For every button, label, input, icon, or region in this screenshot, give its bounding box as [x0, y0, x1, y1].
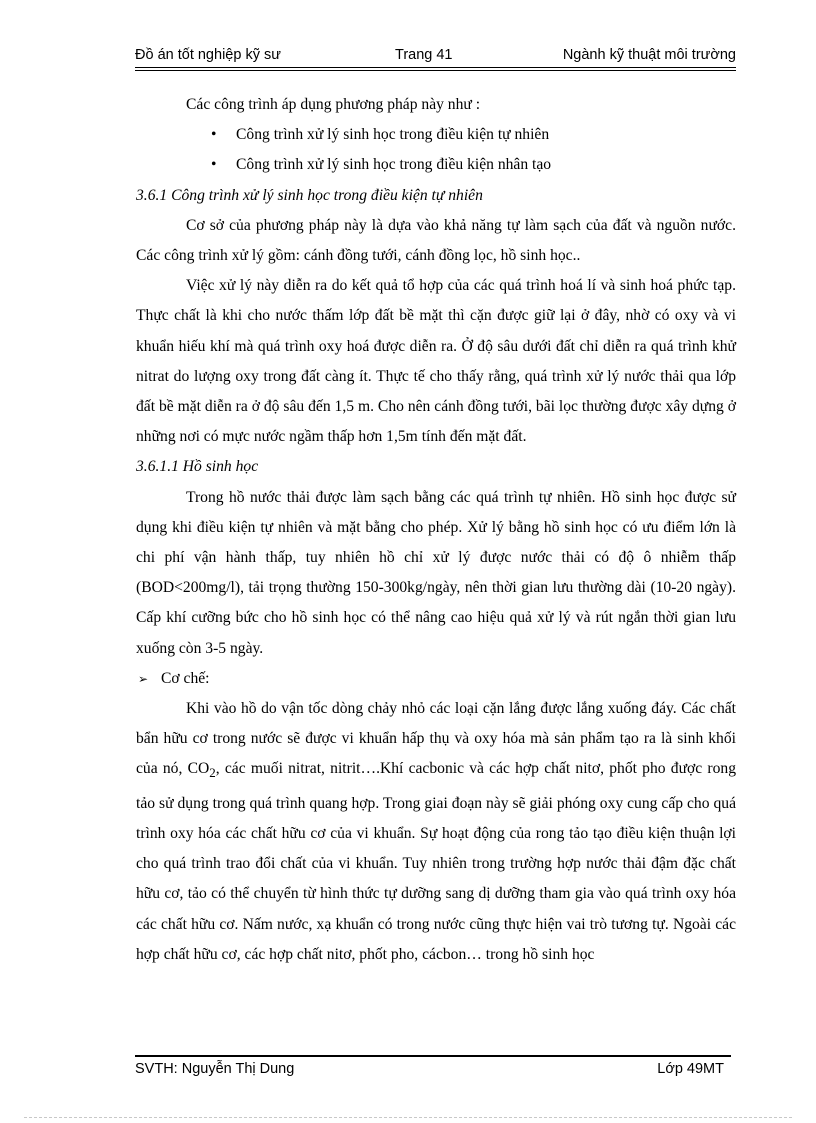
page-header — [135, 47, 736, 67]
bullet-icon: • — [211, 156, 217, 174]
header-divider — [135, 67, 736, 71]
paragraph-text: , các muối nitrat, nitrit….Khí cacbonic và các hợp chất nitơ, phốt pho được rong tảo sử dụng trong quá trình quang hợp. Trong giai đoạn này sẽ giải phóng oxy cung cấp cho quá trình oxy hóa các chất hữu cơ của vi khuẩn. Sự hoạt động của rong tảo tạo điều kiện thuận lợi cho quá trình trao đổi chất của vi khuẩn. Tuy nhiên trong trường hợp nước thải đậm đặc chất hữu cơ, tảo có thể chuyển từ hình thức tự dưỡng sang dị dưỡng tham gia vào quá trình oxy hóa các chất hữu cơ. Nấm nước, xạ khuẩn có trong nước cũng thực hiện vai trò tương tự. Ngoài các hợp chất hữu cơ, các hợp chất nitơ, phốt pho, cácbon… trong hồ sinh học — [136, 760, 737, 963]
list-item-text: Công trình xử lý sinh học trong điều kiện nhân tạo — [236, 156, 552, 174]
page-boundary — [24, 1117, 792, 1118]
bullet-icon: • — [211, 126, 217, 144]
subsection-heading: 3.6.1.1 Hồ sinh học — [136, 458, 259, 476]
footer-author: SVTH: Nguyễn Thị Dung — [135, 1061, 295, 1077]
paragraph-text: Khi vào hồ do vận tốc dòng chảy nhỏ các loại cặn lắng được lắng xuống đáy. Các chất bẩn hữu cơ trong nước sẽ được vi khuẩn hấp thụ và oxy hóa mà sản phẩm tạo ra là sinh khối của nó, CO — [136, 700, 736, 778]
header-page-number: Trang 41 — [395, 47, 453, 63]
footer-divider — [135, 1055, 731, 1057]
mechanism-item — [136, 664, 736, 694]
list-item — [136, 120, 736, 150]
section-heading: 3.6.1 Công trình xử lý sinh học trong điều kiện tự nhiên — [136, 186, 483, 204]
header-department: Ngành kỹ thuật môi trường — [562, 47, 736, 63]
arrow-bullet-icon: ➢ — [138, 671, 149, 686]
paragraph: Việc xử lý này diễn ra do kết quả tổ hợp của các quá trình hoá lí và sinh hoá phức tạp. Thực chất là khi cho nước thấm lớp đất bề mặt thì cặn được giữ lại ở đây, nhờ có oxy và vi khuẩn hiếu khí mà quá trình oxy hoá được diễn ra. Ở độ sâu dưới đất chỉ diễn ra quá trình khử nitrat do lượng oxy trong đất càng ít. Thực tế cho thấy rằng, quá trình xử lý nước thải qua lớp đất bề mặt diễn ra ở độ sâu đến 1,5 m. Cho nên cánh đồng tưới, bãi lọc thường được xây dựng ở những nơi có mực nước ngầm thấp hơn 1,5m tính đến mặt đất. — [136, 277, 736, 446]
mechanism-label: Cơ chế: — [161, 669, 210, 687]
paragraph — [136, 694, 736, 970]
list-item — [136, 150, 736, 180]
intro-paragraph: Các công trình áp dụng phương pháp này như : — [186, 96, 481, 113]
page-body — [136, 90, 736, 970]
paragraph: Trong hồ nước thải được làm sạch bằng các quá trình tự nhiên. Hồ sinh học được sử dụng khi điều kiện tự nhiên và mặt bằng cho phép. Xử lý bằng hồ sinh học có ưu điểm lớn là chi phí vận hành thấp, tuy nhiên hồ chỉ xử lý được nước thải có độ ô nhiễm thấp (BOD<200mg/l), tải trọng thường 150-300kg/ngày, nên thời gian lưu thường dài (10-20 ngày). Cấp khí cưỡng bức cho hồ sinh học có thể nâng cao hiệu quả xử lý và rút ngắn thời gian lưu xuống còn 3-5 ngày. — [136, 488, 736, 657]
subscript: 2 — [209, 765, 216, 781]
list-item-text: Công trình xử lý sinh học trong điều kiện tự nhiên — [236, 126, 550, 144]
page-footer — [135, 1061, 724, 1081]
paragraph: Cơ sở của phương pháp này là dựa vào khả năng tự làm sạch của đất và nguồn nước. Các công trình xử lý gồm: cánh đồng tưới, cánh đồng lọc, hồ sinh học.. — [136, 216, 736, 265]
footer-class: Lớp 49MT — [657, 1061, 724, 1077]
header-document-type: Đồ án tốt nghiệp kỹ sư — [135, 47, 281, 63]
